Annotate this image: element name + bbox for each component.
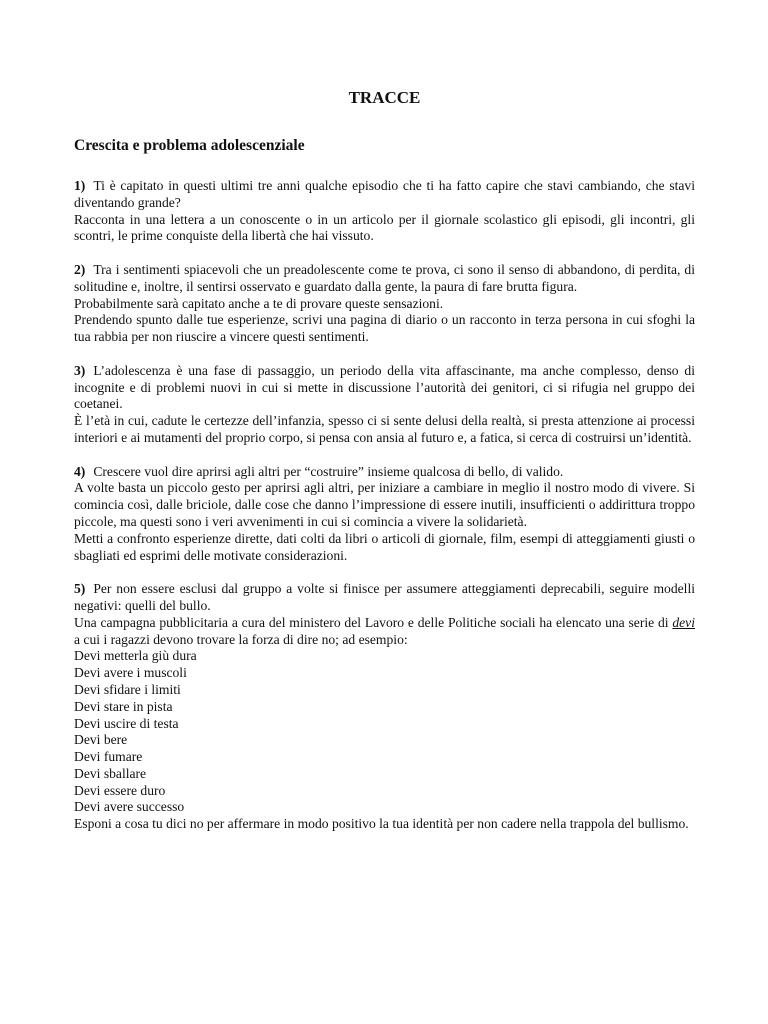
- track-3: [74, 363, 695, 447]
- devi-list-item: Devi uscire di testa: [74, 715, 179, 731]
- track-paragraph: Prendendo spunto dalle tue esperienze, scrivi una pagina di diario o un racconto in terza persona in cui sfoghi la tua rabbia per non riuscire a vincere questi sentimenti.: [74, 312, 695, 345]
- track-lead-text: Per non essere esclusi dal gruppo a volte si finisce per assumere atteggiamenti deprecabili, seguire modelli negativi: quelli del bullo.: [74, 581, 695, 613]
- track-lead: [74, 581, 695, 615]
- track-5: [74, 581, 695, 833]
- track-paragraph: È l’età in cui, cadute le certezze dell’infanzia, spesso ci si sente delusi della realtà, si presta attenzione ai processi interiori e ai mutamenti del proprio corpo, si pensa con ansia al futuro e, a fatica, si cerca di costruirsi un’identità.: [74, 413, 695, 445]
- track-number: 4): [74, 463, 86, 479]
- devi-emphasis: devi: [672, 614, 695, 630]
- track-paragraph: [74, 615, 695, 649]
- track-number: 5): [74, 581, 86, 597]
- track-paragraph: A volte basta un piccolo gesto per aprirsi agli altri, per iniziare a cambiare in meglio il nostro modo di vivere. Si comincia così, dalle briciole, dalle cose che danno l’impressione di essere inutili, insufficienti o addirittura troppo piccole, ma questi sono i veri avvenimenti in cui si comincia a vivere la solidarietà.: [74, 480, 695, 529]
- track-paragraph-after: a cui i ragazzi devono trovare la forza di dire no; ad esempio:: [74, 631, 408, 647]
- devi-list: [74, 648, 695, 816]
- devi-list-item: Devi bere: [74, 732, 128, 748]
- track-lead-text: Crescere vuol dire aprirsi agli altri per “costruire” insieme qualcosa di bello, di valido.: [93, 463, 564, 479]
- track-lead-text: Ti è capitato in questi ultimi tre anni qualche episodio che ti ha fatto capire che stavi cambiando, che stavi diventando grande?: [74, 178, 695, 210]
- devi-list-item: Devi sfidare i limiti: [74, 681, 181, 697]
- track-2: [74, 262, 695, 346]
- devi-list-item: Devi metterla giù dura: [74, 648, 197, 664]
- track-lead-text: L’adolescenza è una fase di passaggio, un periodo della vita affascinante, ma anche complesso, denso di incognite e di problemi nuovi in cui si mette in discussione l’autorità dei genitori, ci si rifugia nel gruppo dei coetanei.: [74, 362, 695, 412]
- track-paragraph: Metti a confronto esperienze dirette, dati colti da libri o articoli di giornale, film, esempi di atteggiamenti giusti o sbagliati ed esprimi delle motivate considerazioni.: [74, 530, 695, 563]
- tracks-list: [74, 178, 695, 833]
- track-lead: [74, 363, 695, 413]
- track-lead: [74, 464, 695, 481]
- track-number: 2): [74, 261, 86, 277]
- track-number: 1): [74, 178, 86, 193]
- devi-list-item: Devi fumare: [74, 749, 143, 765]
- track-paragraph-before: Una campagna pubblicitaria a cura del ministero del Lavoro e delle Politiche sociali ha elencato una serie di: [74, 614, 669, 630]
- track-1: [74, 178, 695, 245]
- track-closing: Esponi a cosa tu dici no per affermare in modo positivo la tua identità per non cadere nella trappola del bullismo.: [74, 816, 689, 832]
- track-number: 3): [74, 362, 86, 378]
- devi-list-item: Devi sballare: [74, 765, 147, 781]
- track-paragraph: Probabilmente sarà capitato anche a te di provare queste sensazioni.: [74, 295, 444, 311]
- section-heading: Crescita e problema adolescenziale: [74, 137, 305, 154]
- devi-list-item: Devi stare in pista: [74, 698, 173, 714]
- track-4: [74, 464, 695, 565]
- devi-list-item: Devi essere duro: [74, 782, 166, 798]
- track-lead: [74, 178, 695, 212]
- devi-list-item: Devi avere successo: [74, 799, 185, 815]
- track-paragraph: Racconta in una lettera a un conoscente o in un articolo per il giornale scolastico gli episodi, gli incontri, gli scontri, le prime conquiste della libertà che hai vissuto.: [74, 211, 695, 244]
- track-lead-text: Tra i sentimenti spiacevoli che un preadolescente come te prova, ci sono il senso di abbandono, di perdita, di solitudine e, inoltre, il sentirsi osservato e guardato dalla gente, la paura di fare brutta figura.: [74, 261, 695, 294]
- track-lead: [74, 262, 695, 296]
- devi-list-item: Devi avere i muscoli: [74, 665, 187, 681]
- document-title: TRACCE: [348, 88, 421, 107]
